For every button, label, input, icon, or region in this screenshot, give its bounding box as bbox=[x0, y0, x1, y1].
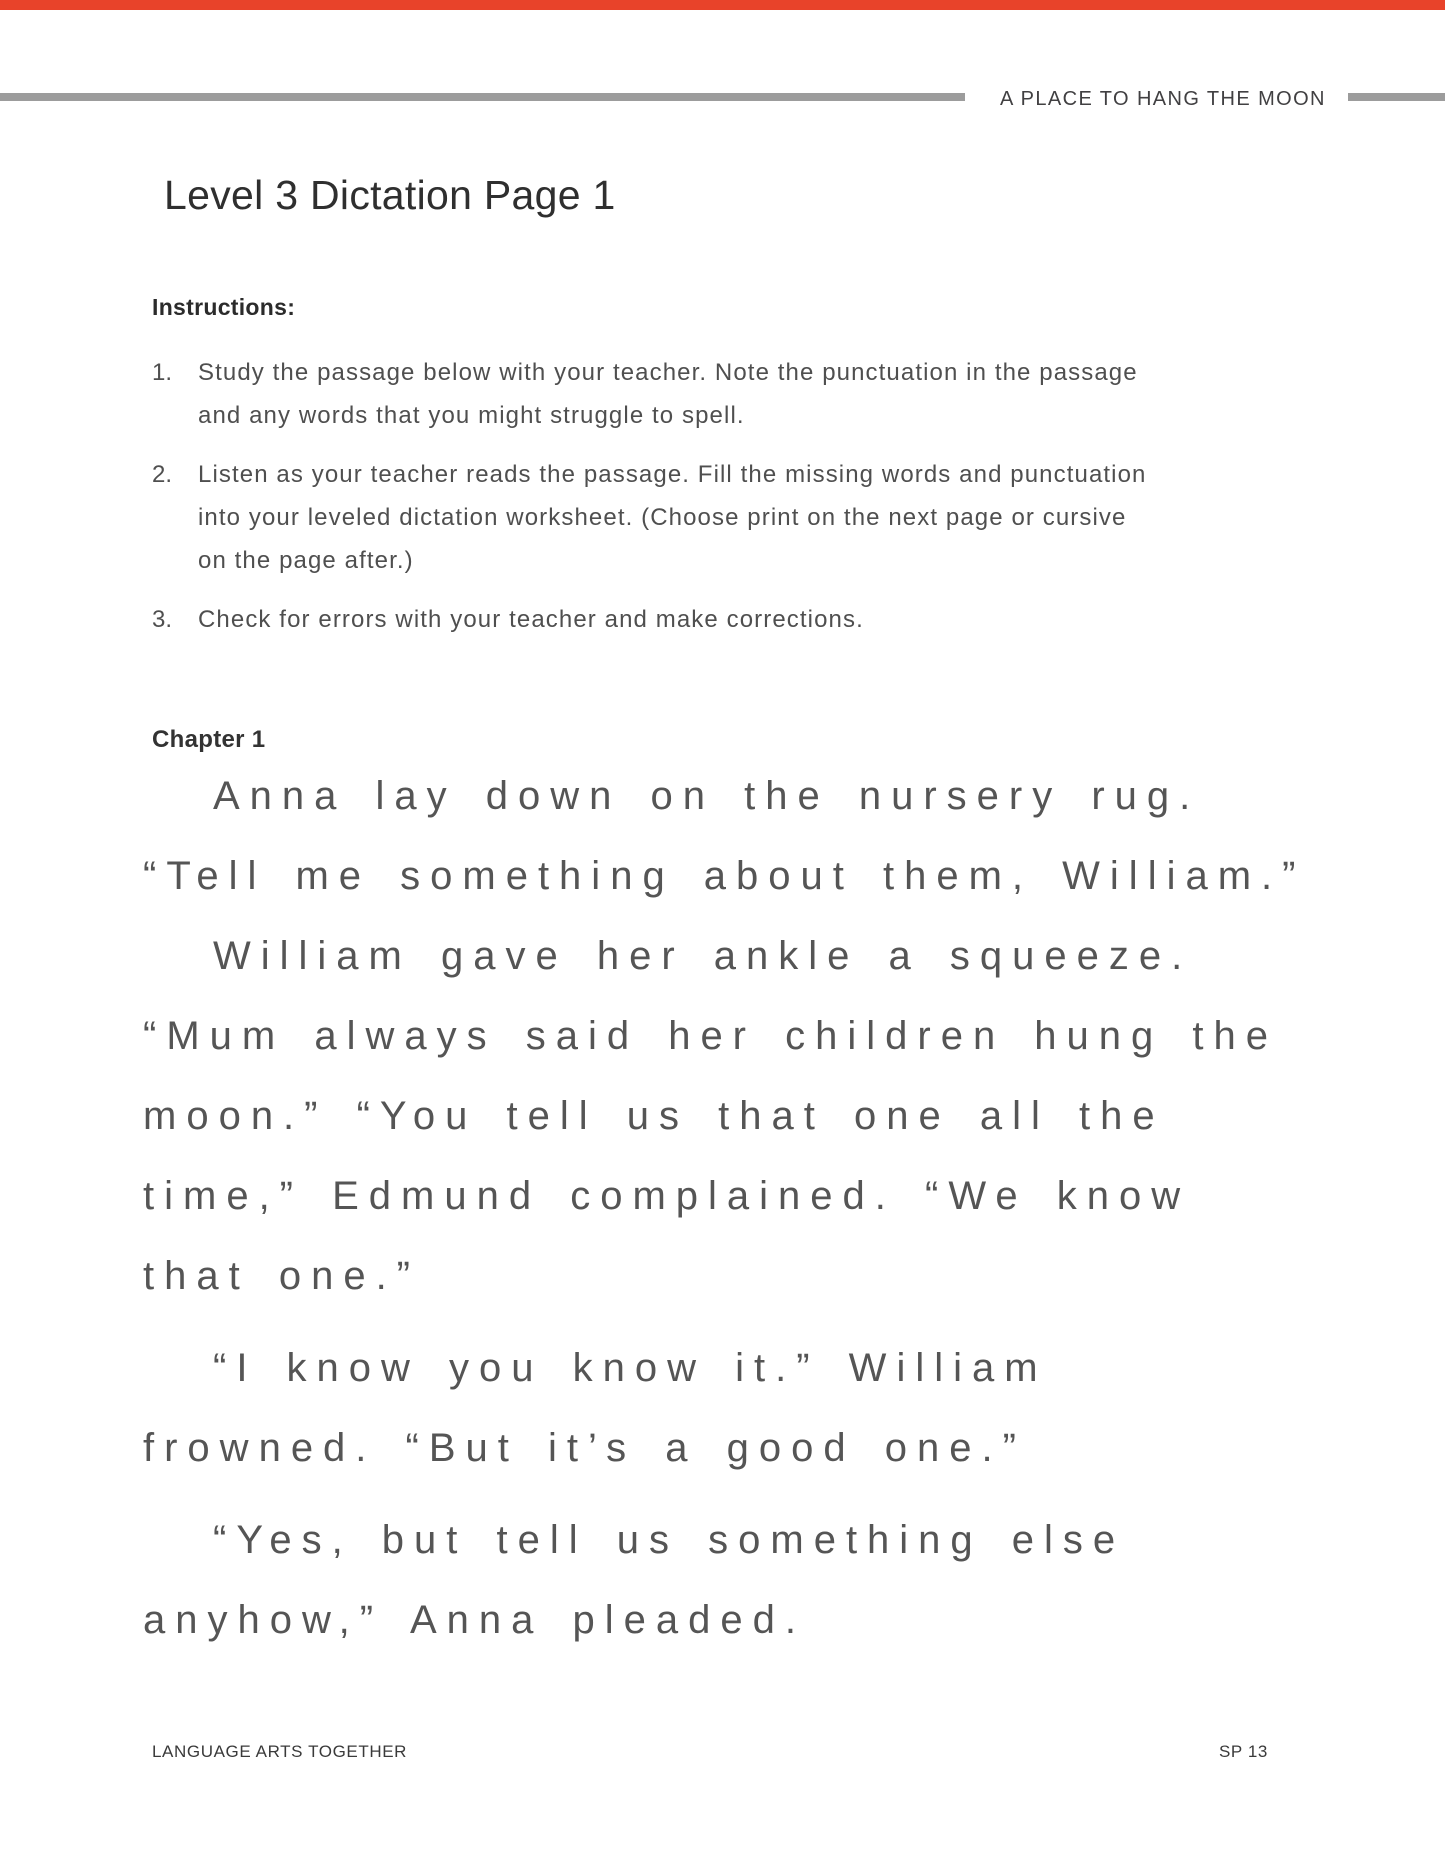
page-footer bbox=[152, 1742, 1268, 1762]
passage-paragraph bbox=[143, 756, 1343, 916]
passage-line: that one.” bbox=[143, 1254, 421, 1298]
item-number: 1. bbox=[152, 359, 173, 386]
instructions-section bbox=[152, 294, 1332, 657]
passage-line: “Tell me something about them, William.” bbox=[143, 854, 1306, 898]
instruction-item-1 bbox=[152, 351, 1332, 437]
item-line: into your leveled dictation worksheet. (Choose print on the next page or cursive bbox=[198, 504, 1127, 531]
item-line: and any words that you might struggle to spell. bbox=[198, 402, 745, 429]
page-header bbox=[0, 85, 1445, 109]
passage-line: moon.” “You tell us that one all the bbox=[143, 1094, 1165, 1138]
item-number: 3. bbox=[152, 606, 173, 633]
passage-line: “I know you know it.” William bbox=[213, 1346, 1048, 1390]
passage-paragraph bbox=[143, 1328, 1343, 1488]
instruction-item-2 bbox=[152, 453, 1332, 582]
page-title: Level 3 Dictation Page 1 bbox=[164, 172, 616, 218]
passage-line: anyhow,” Anna pleaded. bbox=[143, 1598, 807, 1642]
item-text bbox=[198, 453, 1332, 582]
item-line: Check for errors with your teacher and make corrections. bbox=[198, 606, 864, 633]
book-title: A PLACE TO HANG THE MOON bbox=[1000, 87, 1326, 110]
item-text bbox=[198, 598, 1332, 641]
item-number: 2. bbox=[152, 461, 173, 488]
passage-paragraph bbox=[143, 1500, 1343, 1660]
passage-line: frowned. “But it’s a good one.” bbox=[143, 1426, 1026, 1470]
chapter-heading: Chapter 1 bbox=[152, 726, 266, 753]
item-line: Listen as your teacher reads the passage. Fill the missing words and punctuation bbox=[198, 461, 1147, 488]
top-accent-bar bbox=[0, 0, 1445, 10]
item-line: Study the passage below with your teacher. Note the punctuation in the passage bbox=[198, 359, 1138, 386]
item-text bbox=[198, 351, 1332, 437]
dictation-passage bbox=[143, 756, 1343, 1660]
header-rule-right bbox=[1348, 93, 1445, 101]
instruction-item-3 bbox=[152, 598, 1332, 641]
footer-brand: LANGUAGE ARTS TOGETHER bbox=[152, 1742, 408, 1761]
passage-line: “Yes, but tell us something else bbox=[213, 1518, 1126, 1562]
footer-page-number: SP 13 bbox=[1218, 1742, 1268, 1761]
passage-line: “Mum always said her children hung the bbox=[143, 1014, 1279, 1058]
passage-paragraph bbox=[143, 916, 1343, 1316]
passage-line: William gave her ankle a squeeze. bbox=[213, 934, 1193, 978]
item-line: on the page after.) bbox=[198, 547, 414, 574]
header-rule-left bbox=[0, 93, 965, 101]
passage-line: Anna lay down on the nursery rug. bbox=[213, 774, 1201, 818]
instructions-label: Instructions: bbox=[152, 294, 296, 320]
passage-line: time,” Edmund complained. “We know bbox=[143, 1174, 1191, 1218]
